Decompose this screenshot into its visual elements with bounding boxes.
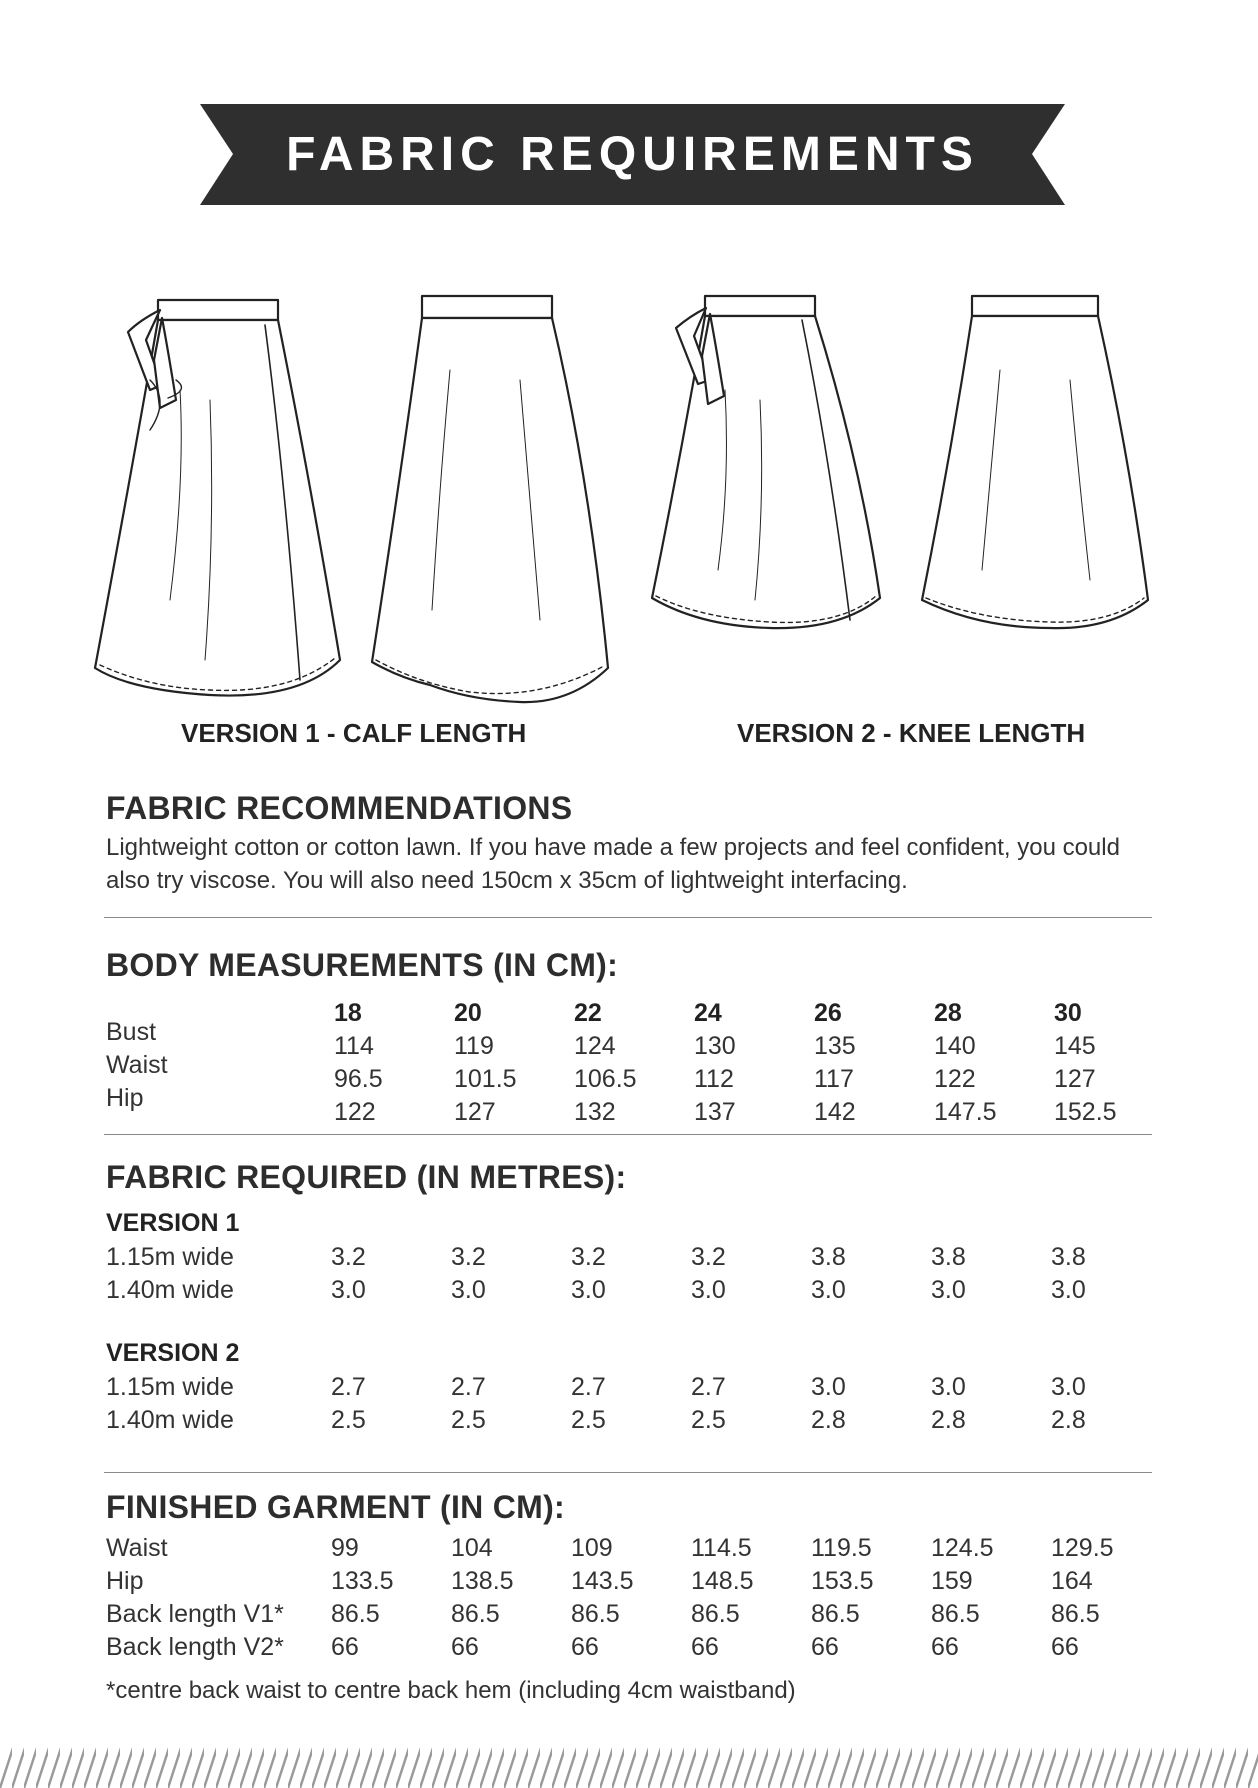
size-header: 24 [694, 999, 722, 1027]
cell: 2.5 [331, 1406, 366, 1434]
row-label: 1.40m wide [106, 1406, 234, 1434]
size-header: 30 [1054, 999, 1082, 1027]
cell: 117 [814, 1065, 854, 1093]
cell: 138.5 [451, 1567, 514, 1595]
cell: 132 [574, 1098, 616, 1126]
cell: 66 [1051, 1633, 1079, 1661]
cell: 119.5 [811, 1534, 872, 1562]
cell: 86.5 [1051, 1600, 1100, 1628]
cell: 135 [814, 1032, 856, 1060]
cell: 106.5 [574, 1065, 637, 1093]
v1-back-skirt-drawing [372, 296, 608, 702]
cell: 2.8 [931, 1406, 966, 1434]
cell: 3.0 [1051, 1373, 1086, 1401]
cell: 130 [694, 1032, 736, 1060]
cell: 2.8 [1051, 1406, 1086, 1434]
cell: 3.0 [451, 1276, 486, 1304]
cell: 3.0 [931, 1373, 966, 1401]
cell: 145 [1054, 1032, 1096, 1060]
cell: 3.8 [811, 1243, 846, 1271]
cell: 124 [574, 1032, 616, 1060]
footnote: *centre back waist to centre back hem (including 4cm waistband) [106, 1677, 796, 1704]
version-1-label: VERSION 1 - CALF LENGTH [181, 718, 527, 748]
size-header: 18 [334, 999, 362, 1027]
cell: 101.5 [454, 1065, 517, 1093]
cell: 66 [811, 1633, 839, 1661]
cell: 2.5 [571, 1406, 606, 1434]
cell: 3.2 [571, 1243, 606, 1271]
cell: 122 [934, 1065, 976, 1093]
cell: 2.7 [451, 1373, 486, 1401]
version-2-subheading: VERSION 2 [106, 1339, 240, 1367]
row-label: Waist [106, 1534, 168, 1562]
cell: 66 [571, 1633, 599, 1661]
cell: 3.0 [1051, 1276, 1086, 1304]
cell: 86.5 [451, 1600, 500, 1628]
cell: 66 [931, 1633, 959, 1661]
row-label: 1.15m wide [106, 1243, 234, 1271]
cell: 3.0 [931, 1276, 966, 1304]
cell: 3.8 [931, 1243, 966, 1271]
cell: 86.5 [811, 1600, 860, 1628]
cell: 159 [931, 1567, 973, 1595]
cell: 127 [454, 1098, 496, 1126]
cell: 142 [814, 1098, 856, 1126]
cell: 114.5 [691, 1534, 752, 1562]
cell: 104 [451, 1534, 493, 1562]
stripe-border [0, 1745, 1258, 1788]
cell: 86.5 [331, 1600, 380, 1628]
version-1-subheading: VERSION 1 [106, 1209, 240, 1237]
cell: 129.5 [1051, 1534, 1114, 1562]
cell: 3.8 [1051, 1243, 1086, 1271]
size-header: 26 [814, 999, 842, 1027]
cell: 2.5 [691, 1406, 726, 1434]
divider [104, 1134, 1152, 1135]
cell: 148.5 [691, 1567, 754, 1595]
cell: 3.2 [331, 1243, 366, 1271]
cell: 3.0 [811, 1276, 846, 1304]
cell: 3.2 [691, 1243, 726, 1271]
cell: 137 [694, 1098, 736, 1126]
row-label: 1.40m wide [106, 1276, 234, 1304]
cell: 147.5 [934, 1098, 997, 1126]
v2-back-skirt-drawing [922, 296, 1148, 628]
cell: 119 [454, 1032, 494, 1060]
cell: 140 [934, 1032, 976, 1060]
row-label: Waist [106, 1051, 168, 1079]
page-title: FABRIC REQUIREMENTS [286, 128, 979, 181]
divider [104, 1472, 1152, 1473]
cell: 143.5 [571, 1567, 634, 1595]
cell: 2.8 [811, 1406, 846, 1434]
cell: 86.5 [691, 1600, 740, 1628]
cell: 3.0 [331, 1276, 366, 1304]
v1-wrap-skirt-drawing [95, 300, 340, 696]
version-2-label: VERSION 2 - KNEE LENGTH [737, 718, 1086, 748]
divider [104, 917, 1152, 918]
title-banner [200, 104, 1065, 205]
v2-wrap-skirt-drawing [652, 296, 880, 628]
cell: 133.5 [331, 1567, 394, 1595]
cell: 66 [691, 1633, 719, 1661]
cell: 66 [451, 1633, 479, 1661]
cell: 153.5 [811, 1567, 874, 1595]
cell: 164 [1051, 1567, 1093, 1595]
cell: 152.5 [1054, 1098, 1117, 1126]
cell: 2.7 [331, 1373, 366, 1401]
cell: 66 [331, 1633, 359, 1661]
skirt-illustrations [0, 280, 1258, 710]
cell: 114 [334, 1032, 374, 1060]
fabric-required-heading: FABRIC REQUIRED (IN METRES): [106, 1159, 627, 1195]
row-label: Back length V1* [106, 1600, 284, 1628]
row-label: 1.15m wide [106, 1373, 234, 1401]
cell: 2.7 [571, 1373, 606, 1401]
cell: 3.0 [691, 1276, 726, 1304]
cell: 3.2 [451, 1243, 486, 1271]
cell: 3.0 [571, 1276, 606, 1304]
row-label: Hip [106, 1084, 144, 1112]
cell: 122 [334, 1098, 376, 1126]
cell: 112 [694, 1065, 734, 1093]
cell: 99 [331, 1534, 359, 1562]
size-header: 22 [574, 999, 602, 1027]
recommendations-heading: FABRIC RECOMMENDATIONS [106, 790, 573, 826]
size-header: 28 [934, 999, 962, 1027]
finished-garment-heading: FINISHED GARMENT (IN CM): [106, 1489, 566, 1525]
cell: 86.5 [571, 1600, 620, 1628]
cell: 2.5 [451, 1406, 486, 1434]
row-label: Back length V2* [106, 1633, 284, 1661]
row-label: Hip [106, 1567, 144, 1595]
cell: 127 [1054, 1065, 1096, 1093]
cell: 109 [571, 1534, 613, 1562]
body-measurements-heading: BODY MEASUREMENTS (IN CM): [106, 947, 619, 983]
cell: 96.5 [334, 1065, 383, 1093]
cell: 2.7 [691, 1373, 726, 1401]
row-label: Bust [106, 1018, 157, 1046]
recommendations-text: Lightweight cotton or cotton lawn. If you have made a few projects and feel confident, you could also try viscose. You will also need 150cm x 35cm of lightweight interfacing. [106, 834, 1120, 894]
cell: 86.5 [931, 1600, 980, 1628]
cell: 3.0 [811, 1373, 846, 1401]
cell: 124.5 [931, 1534, 994, 1562]
size-header: 20 [454, 999, 482, 1027]
